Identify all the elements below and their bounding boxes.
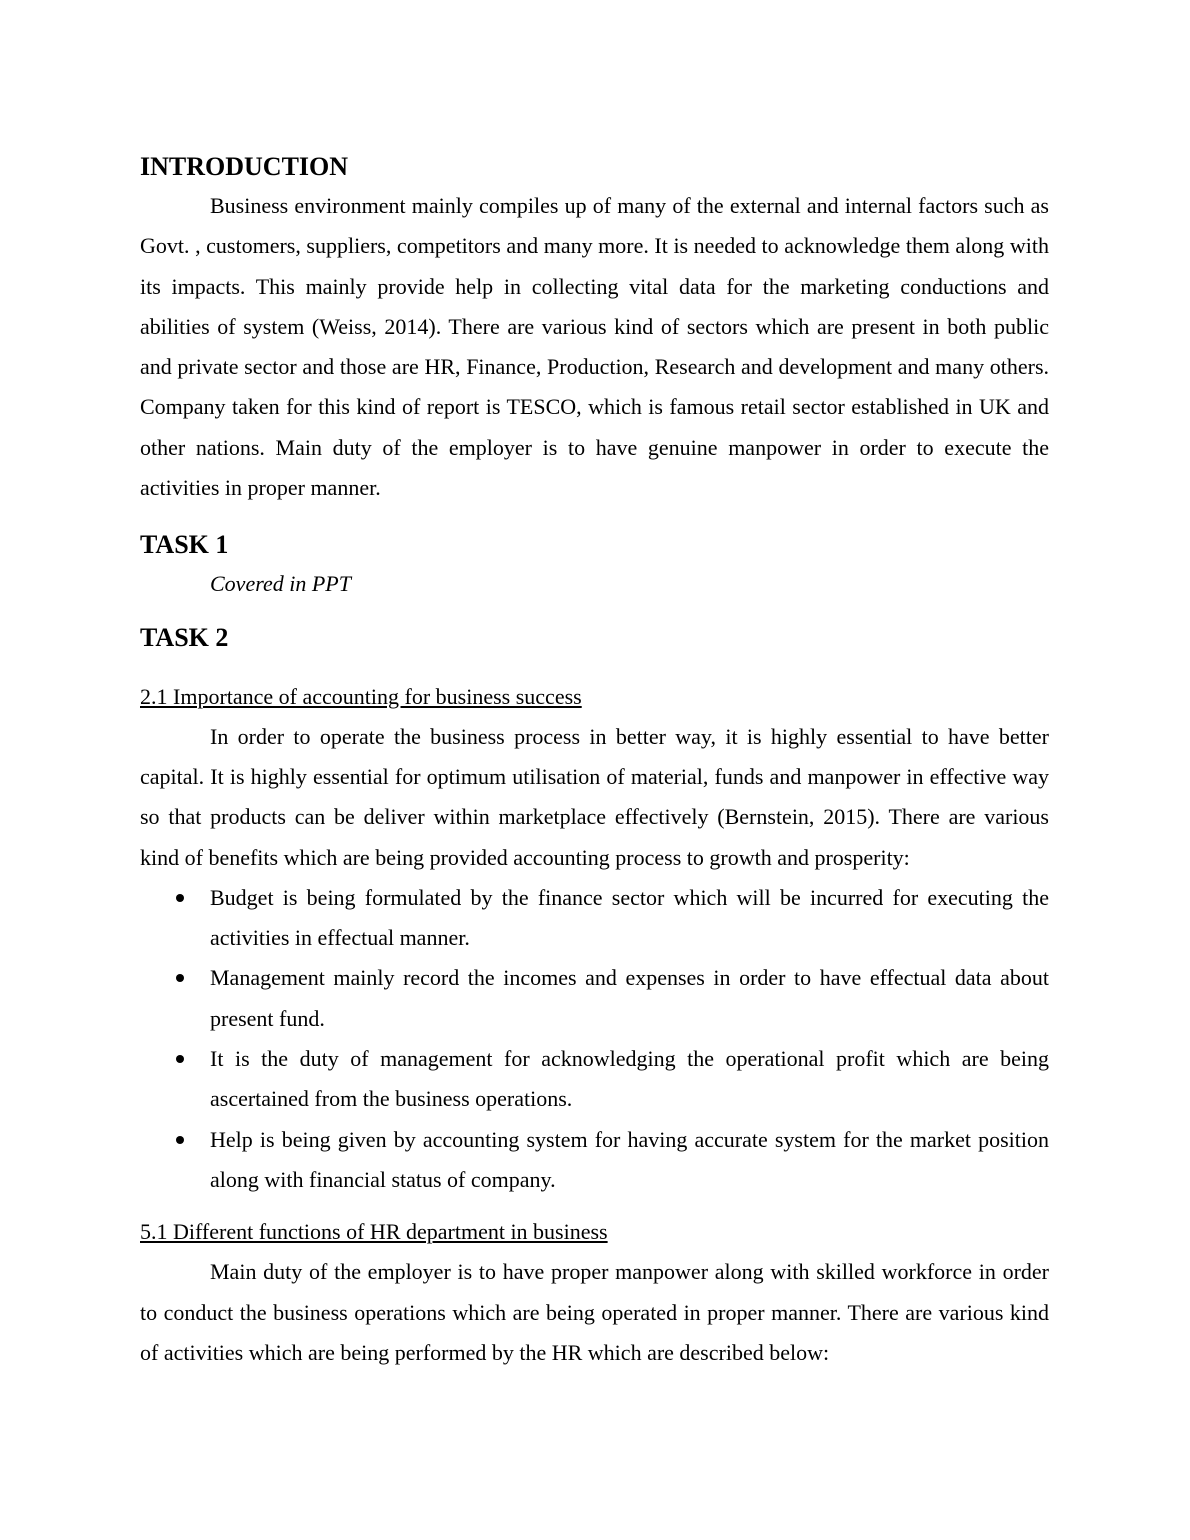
list-item: [140, 958, 1049, 1039]
list-item: [140, 878, 1049, 959]
list-item-text: It is the duty of management for acknowledging the operational profit which are being ascertained from the business operations.: [210, 1046, 1049, 1112]
introduction-heading: INTRODUCTION: [140, 152, 349, 181]
list-item: [140, 1120, 1049, 1201]
task1-note: Covered in PPT: [210, 571, 351, 597]
section-2-1-title: 2.1 Importance of accounting for business success: [140, 683, 582, 709]
list-item-text: Help is being given by accounting system for having accurate system for the market position along with financial status of company.: [210, 1126, 1049, 1192]
list-item: [140, 1039, 1049, 1120]
accounting-benefits-list: [140, 878, 1049, 1200]
list-item-text: Management mainly record the incomes and expenses in order to have effectual data about present fund.: [210, 965, 1049, 1031]
section-2-1-paragraph: In order to operate the business process in better way, it is highly essential to have better capital. It is highly essential for optimum utilisation of material, funds and manpower in effective way so that products can be deliver within marketplace effectively (Bernstein, 2015). There are various kind of benefits which are being provided accounting process to growth and prosperity:: [140, 723, 1049, 870]
introduction-paragraph: Business environment mainly compiles up of many of the external and internal factors such as Govt. , customers, suppliers, competitors and many more. It is needed to acknowledge them along with its impacts. This mainly provide help in collecting vital data for the marketing conductions and abilities of system (Weiss, 2014). There are various kind of sectors which are present in both public and private sector and those are HR, Finance, Production, Research and development and many others. Company taken for this kind of report is TESCO, which is famous retail sector established in UK and other nations. Main duty of the employer is to have genuine manpower in order to execute the activities in proper manner.: [140, 193, 1049, 501]
list-item-text: Budget is being formulated by the finance sector which will be incurred for executing the activities in effectual manner.: [210, 884, 1049, 951]
bullet-icon: [176, 1055, 184, 1063]
section-5-1-paragraph: Main duty of the employer is to have proper manpower along with skilled workforce in order to conduct the business operations which are being operated in proper manner. There are various kind of activities which are being performed by the HR which are described below:: [140, 1259, 1049, 1365]
document-page: [140, 148, 1049, 1373]
task2-heading: TASK 2: [140, 622, 229, 652]
section-5-1-title: 5.1 Different functions of HR department in business: [140, 1219, 608, 1245]
bullet-icon: [176, 974, 184, 982]
bullet-icon: [176, 1136, 184, 1144]
task1-heading: TASK 1: [140, 530, 229, 560]
bullet-icon: [176, 894, 184, 902]
